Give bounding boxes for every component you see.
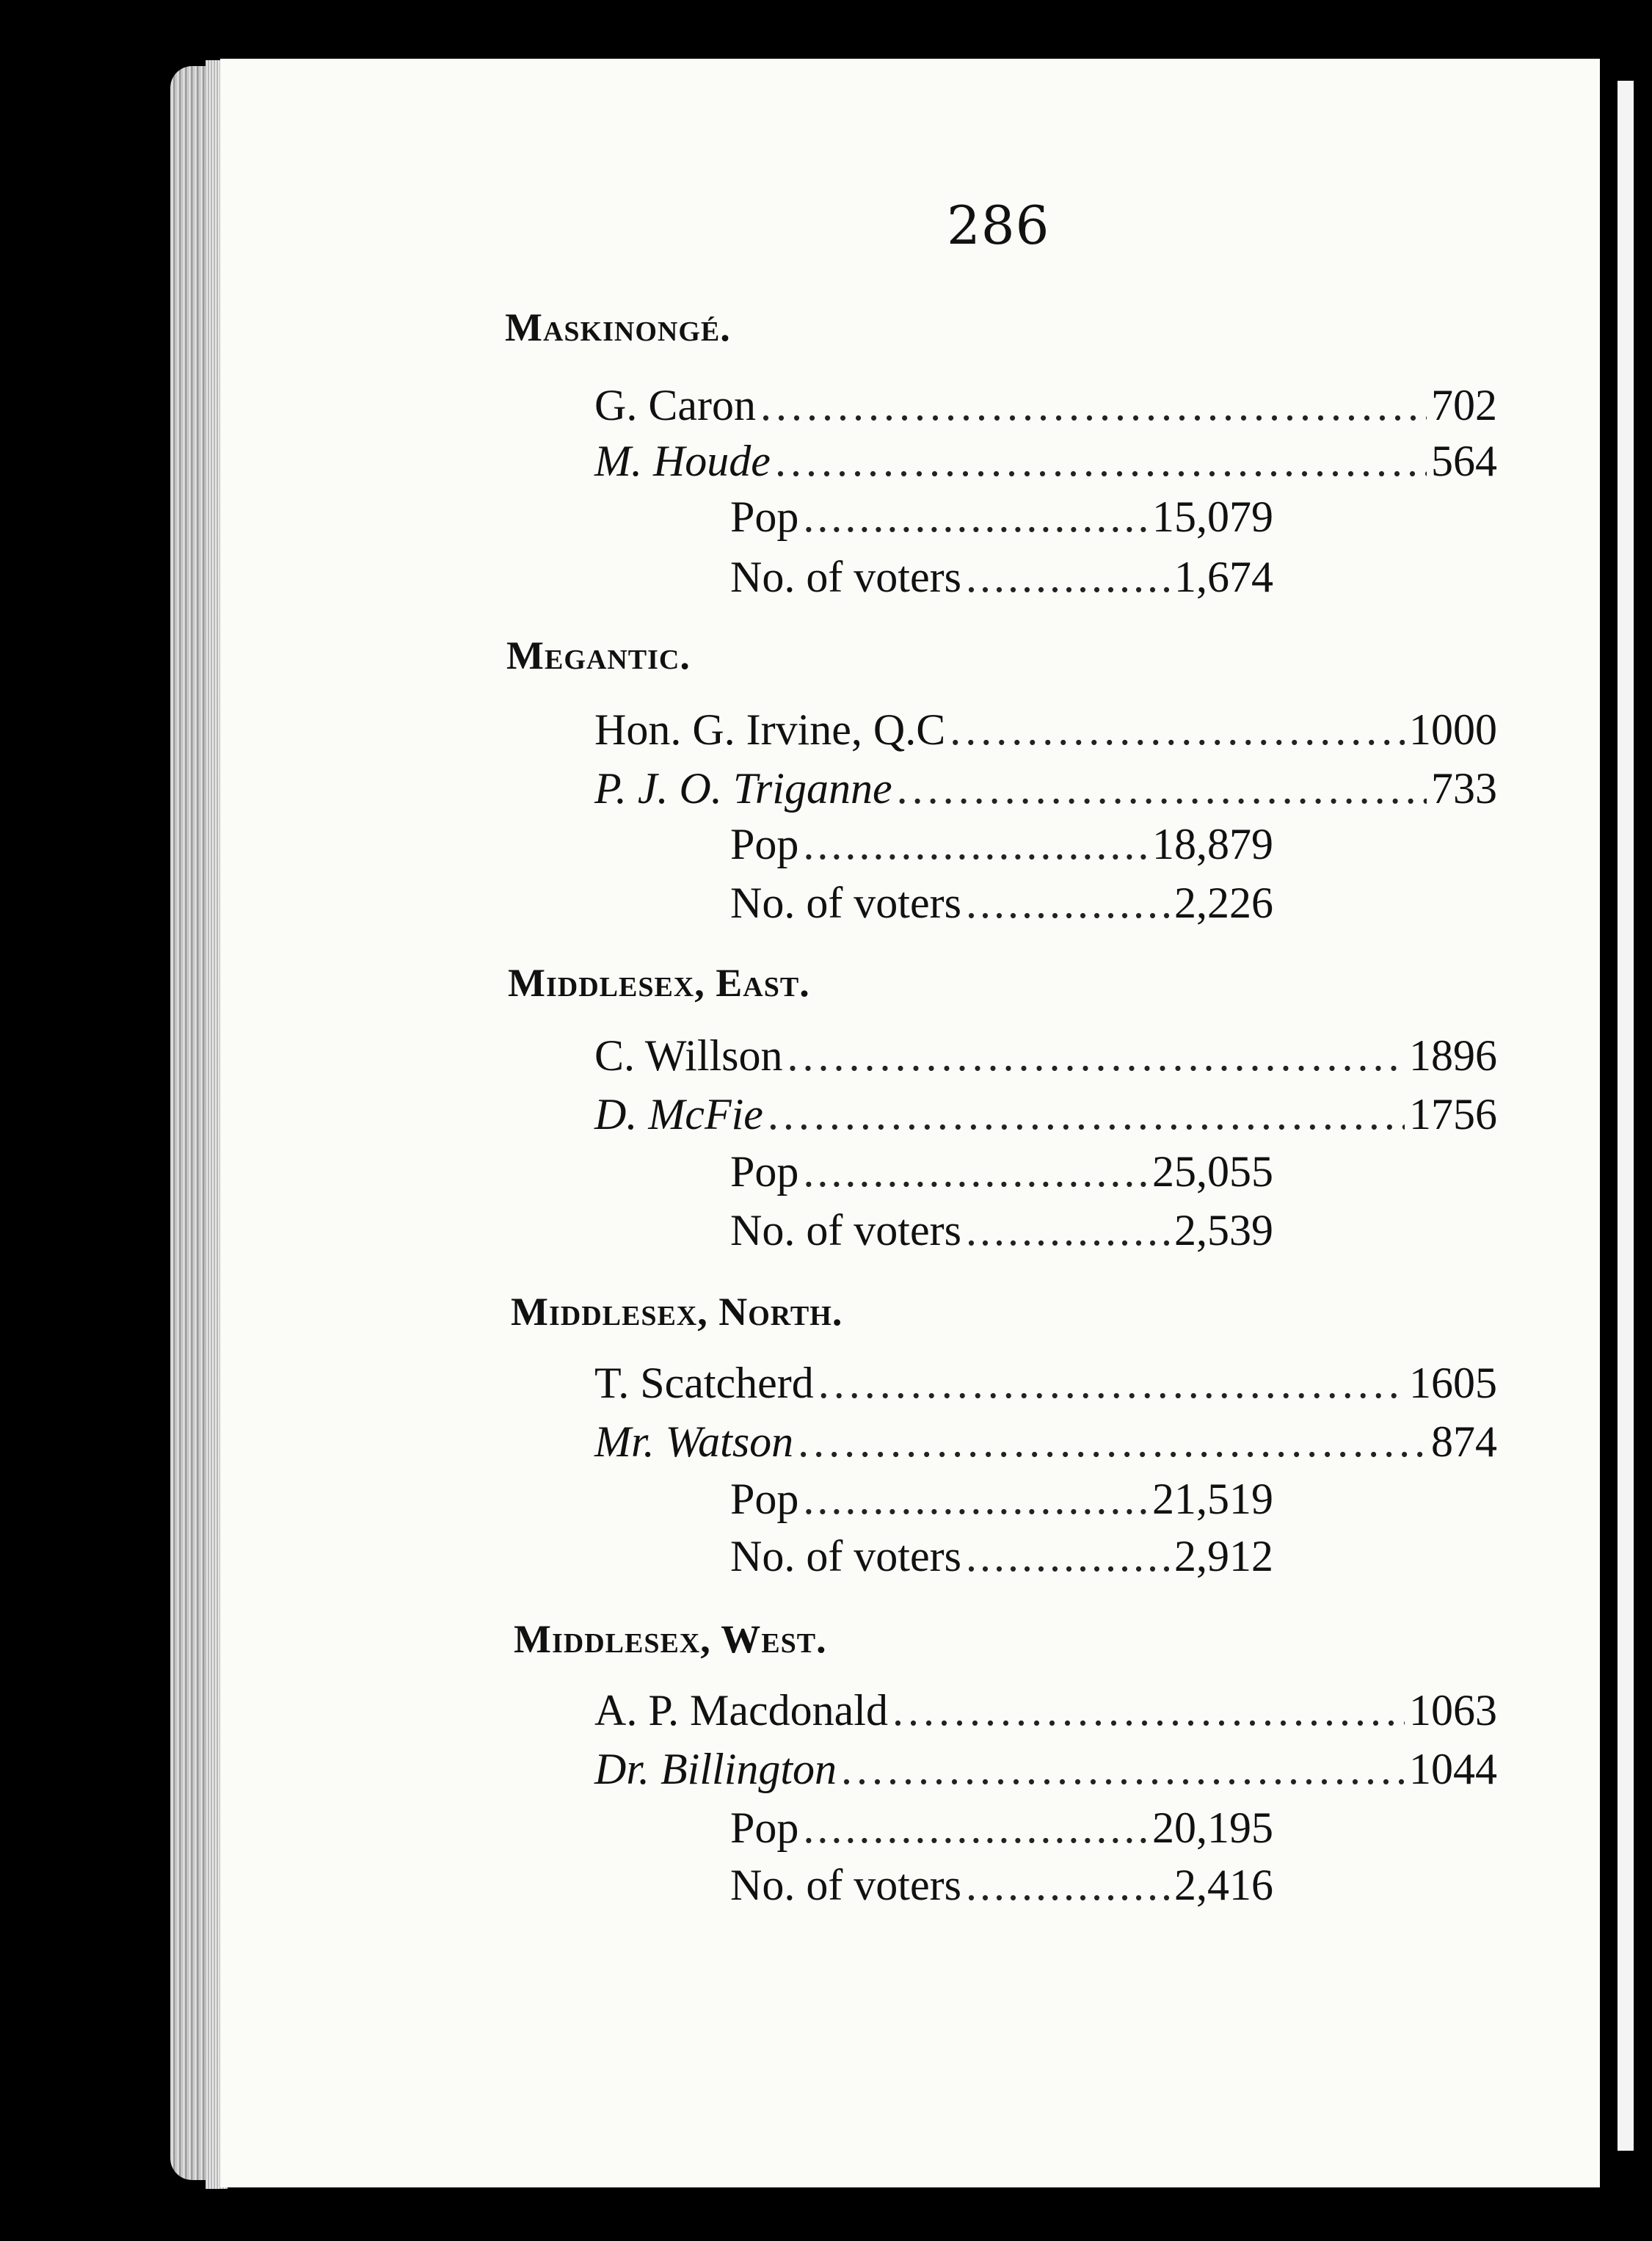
population-value: 25,055 [1152,1147,1273,1196]
leader-dots [950,705,1405,755]
voters-value: 1,674 [1174,553,1273,601]
leader-dots [760,380,1427,431]
vote-count: 1000 [1409,705,1497,754]
candidate-name: C. Willson [594,1031,783,1080]
population-row [730,1147,1273,1197]
candidate-name: Dr. Billington [594,1745,837,1793]
population-value: 21,519 [1152,1475,1273,1523]
winner-row [594,705,1497,755]
population-label: Pop [730,820,799,868]
candidate-name: A. P. Macdonald [594,1686,888,1735]
population-label: Pop [730,1475,799,1523]
leader-dots [892,1685,1405,1736]
voters-row [730,1205,1273,1256]
leader-dots [803,819,1148,870]
population-value: 20,195 [1152,1804,1273,1852]
constituency-heading: Middlesex, West. [514,1617,827,1661]
voters-row [730,552,1273,603]
voters-label: No. of voters [730,1861,961,1909]
candidate-name: Hon. G. Irvine, Q.C [594,705,946,754]
leader-dots [775,436,1427,487]
page-number: 286 [947,195,1050,256]
vote-count: 1044 [1409,1745,1497,1793]
voters-label: No. of voters [730,879,961,927]
leader-dots [787,1031,1405,1081]
loser-row [594,1417,1497,1467]
page-gutter [1600,73,1615,2165]
leader-dots [768,1089,1405,1140]
loser-row [594,436,1497,487]
leader-dots [798,1417,1427,1467]
vote-count: 1756 [1409,1090,1497,1138]
voters-row [730,878,1273,929]
vote-count: 874 [1431,1417,1497,1466]
voters-label: No. of voters [730,553,961,601]
candidate-name: M. Houde [594,437,771,485]
candidate-name: D. McFie [594,1090,763,1138]
leader-dots [966,1860,1170,1911]
leader-dots [803,1803,1148,1853]
loser-row [594,763,1497,814]
winner-row [594,380,1497,431]
loser-row [594,1089,1497,1140]
vote-count: 1063 [1409,1686,1497,1735]
constituency-heading: Middlesex, North. [511,1290,843,1334]
voters-row [730,1531,1273,1582]
vote-count: 1896 [1409,1031,1497,1080]
candidate-name: T. Scatcherd [594,1359,814,1407]
candidate-name: G. Caron [594,381,756,429]
leader-dots [803,1474,1148,1525]
vote-count: 702 [1431,381,1497,429]
winner-row [594,1031,1497,1081]
voters-value: 2,416 [1174,1861,1273,1909]
leader-dots [966,552,1170,603]
leader-dots [803,1147,1148,1197]
candidate-name: P. J. O. Triganne [594,764,892,813]
leader-dots [803,492,1148,542]
population-value: 15,079 [1152,493,1273,541]
vote-count: 733 [1431,764,1497,813]
leader-dots [966,1531,1170,1582]
voters-value: 2,226 [1174,879,1273,927]
loser-row [594,1744,1497,1795]
leader-dots [841,1744,1405,1795]
constituency-heading: Maskinongé. [505,305,731,349]
leader-dots [966,878,1170,929]
constituency-heading: Megantic. [506,633,691,678]
population-row [730,1474,1273,1525]
vote-count: 1605 [1409,1359,1497,1407]
facing-page-sliver [1618,81,1634,2151]
voters-value: 2,912 [1174,1532,1273,1580]
population-label: Pop [730,1147,799,1196]
vote-count: 564 [1431,437,1497,485]
voters-label: No. of voters [730,1532,961,1580]
voters-label: No. of voters [730,1206,961,1254]
leader-dots [818,1358,1405,1409]
population-row [730,1803,1273,1853]
population-row [730,819,1273,870]
voters-row [730,1860,1273,1911]
voters-value: 2,539 [1174,1206,1273,1254]
leader-dots [897,763,1427,814]
population-row [730,492,1273,542]
winner-row [594,1358,1497,1409]
population-value: 18,879 [1152,820,1273,868]
candidate-name: Mr. Watson [594,1417,794,1466]
population-label: Pop [730,1804,799,1852]
constituency-heading: Middlesex, East. [508,961,810,1005]
winner-row [594,1685,1497,1736]
leader-dots [966,1205,1170,1256]
population-label: Pop [730,493,799,541]
